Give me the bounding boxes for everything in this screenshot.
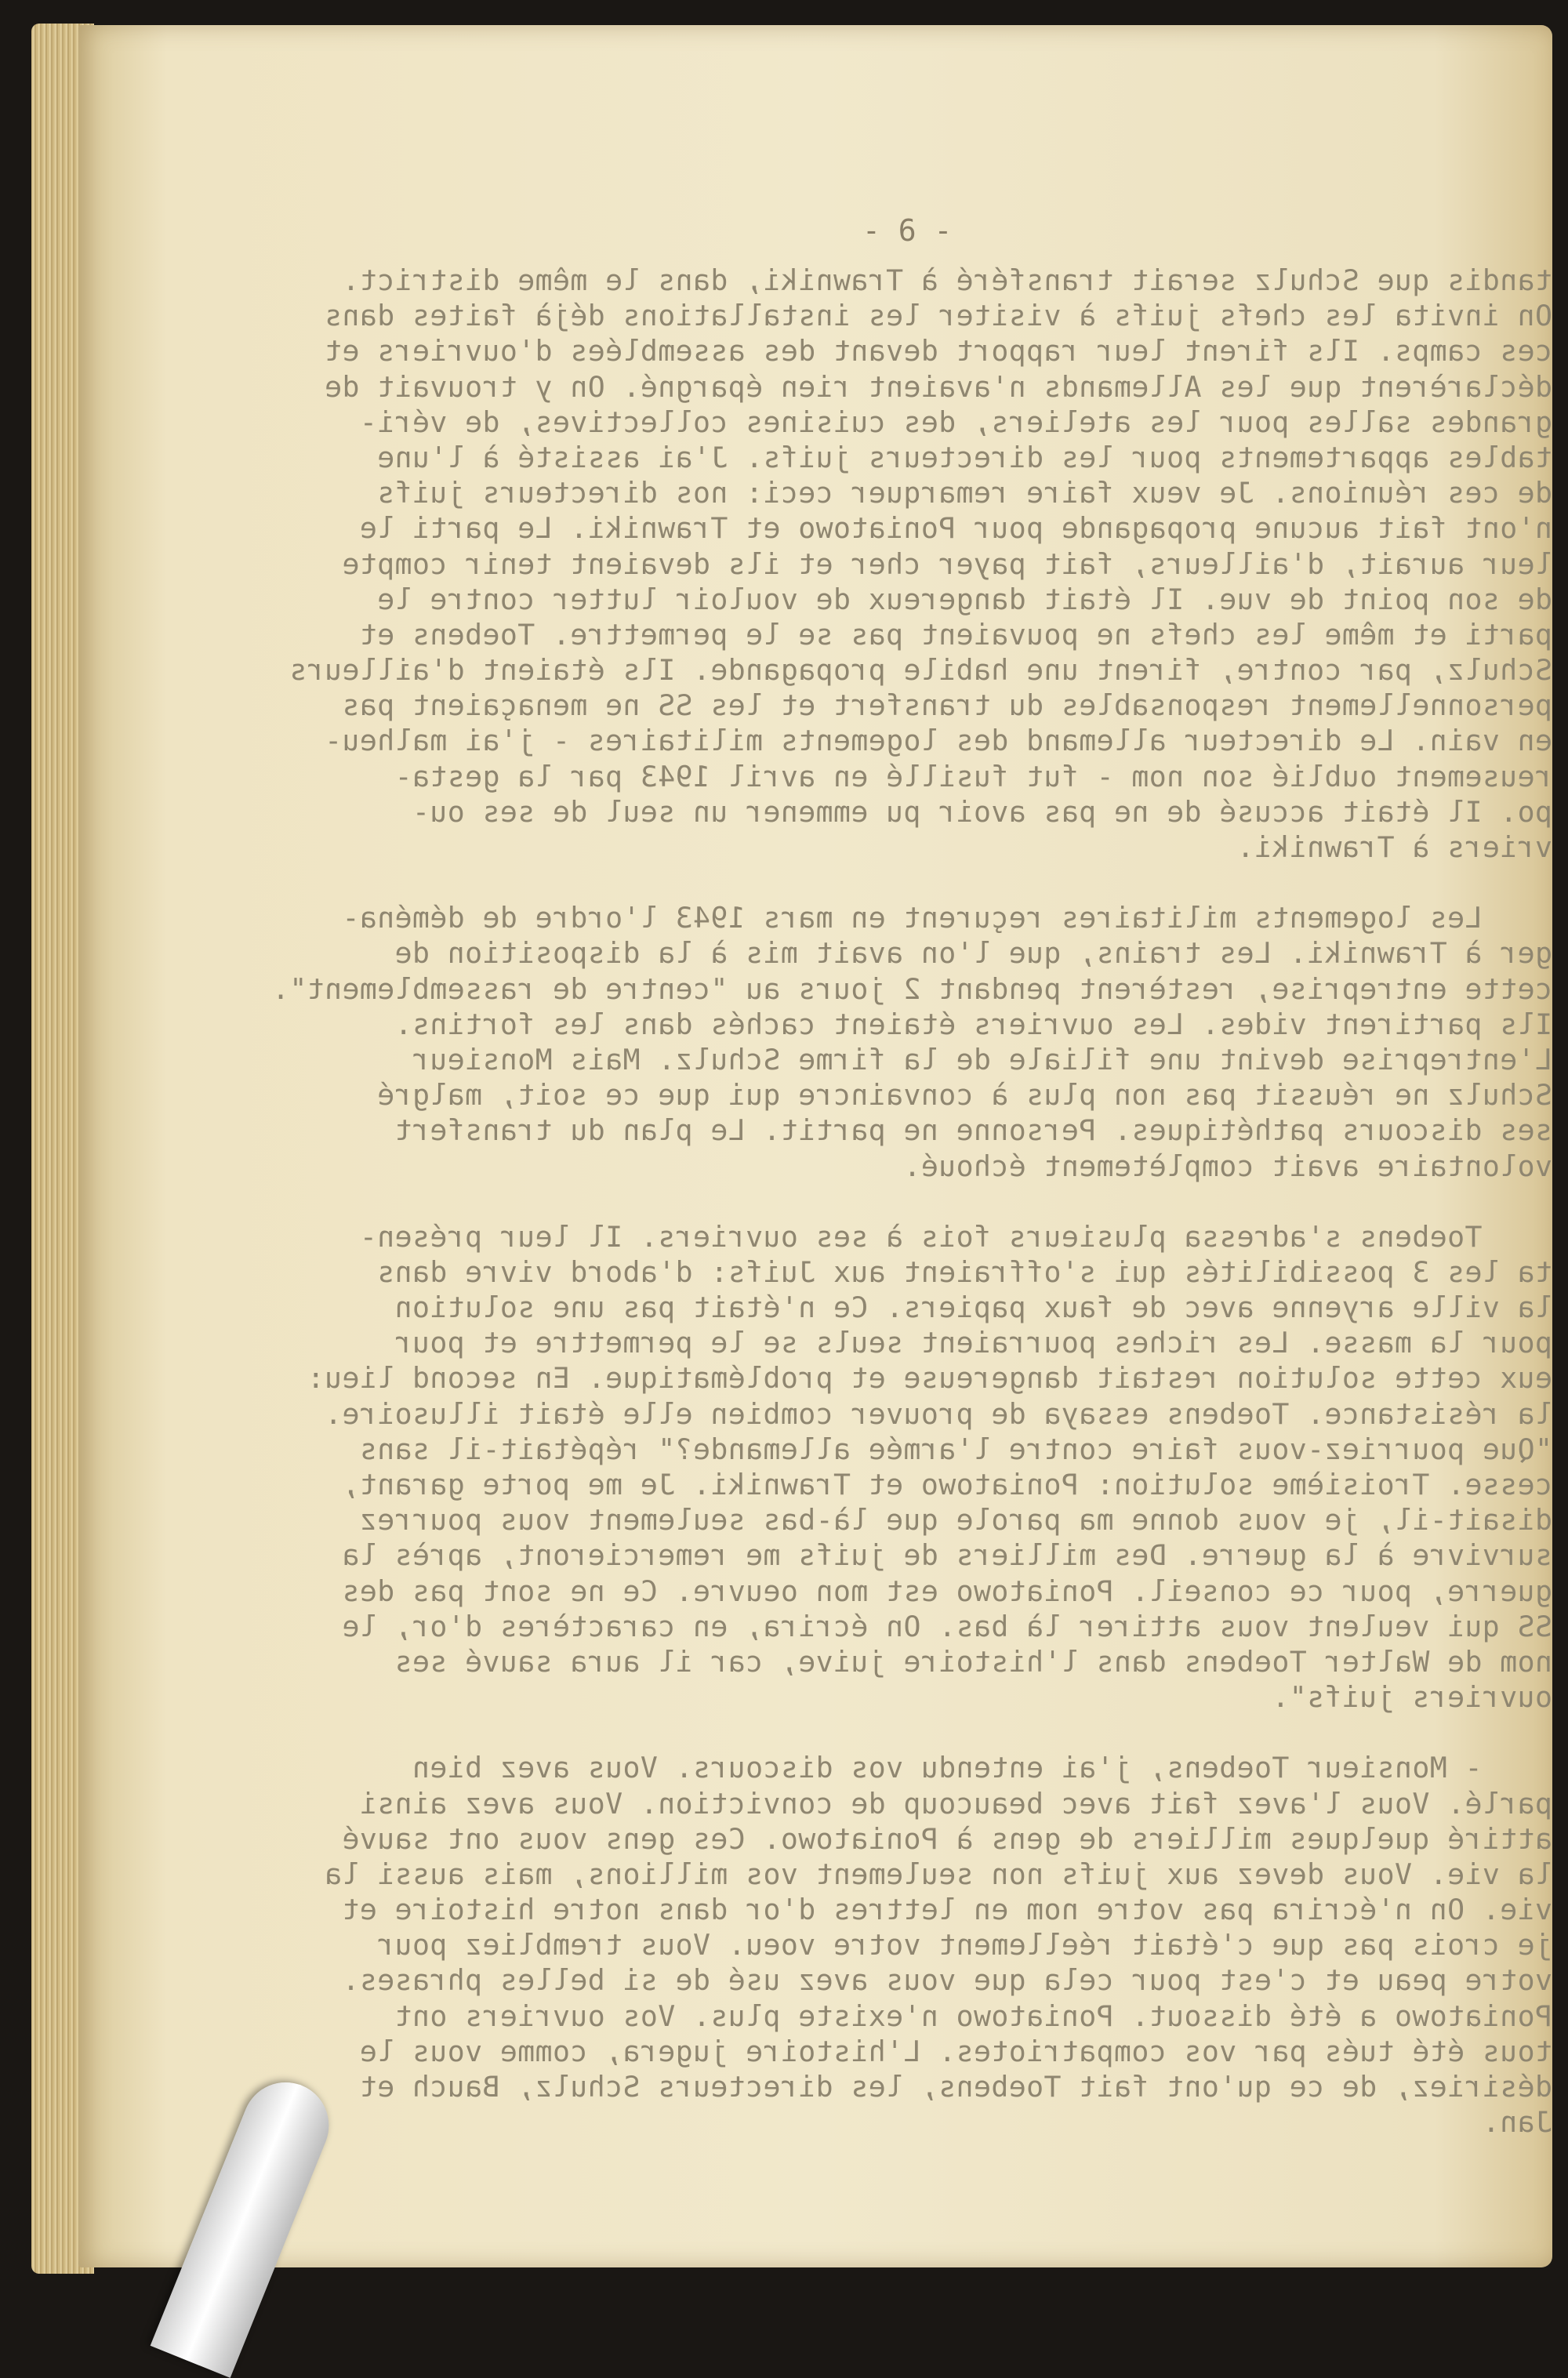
text-line: volontaire avait complètement échoué. — [903, 1149, 1552, 1183]
text-line: guerre, pour ce conseil. Poniatowo est mon oeuvre. Ce ne sont pas des — [342, 1574, 1552, 1608]
text-line: grandes salles pour les ateliers, des cuisines collectives, de véri- — [359, 405, 1552, 439]
paragraph-gap — [196, 1184, 1552, 1219]
text-line: n'ont fait aucune propagande pour Poniatowo et Trawniki. Le parti le — [359, 511, 1552, 546]
text-line: ger à Trawniki. Les trains, que l'on avait mis à la disposition de — [394, 936, 1552, 971]
text-line: tables appartements pour les directeurs juifs. J'ai assisté à l'une — [376, 440, 1552, 474]
text-line: Schulz ne réussit pas non plus à convaincre qui que ce soit, malgré — [376, 1078, 1552, 1113]
text-line: tandis que Schulz serait transféré à Trawniki, dans le même district. — [342, 263, 1552, 297]
text-line: Poniatowo a été dissout. Poniatowo n'existe plus. Vos ouvriers ont — [394, 1999, 1552, 2033]
text-line: nom de Walter Toebens dans l'histoire juive, car il aura sauvé ses — [394, 1644, 1552, 1679]
text-line: leur aurait, d'ailleurs, fait payer cher et ils devaient tenir compte — [342, 546, 1552, 581]
text-line: votre peau et c'est pour cela que vous avez usé de si belles phrases. — [342, 1963, 1552, 1998]
text-line: attiré quelques milliers de gens à Poniatowo. Ces gens vous ont sauvé — [342, 1821, 1552, 1856]
paragraph-gap — [196, 1715, 1552, 1750]
page-number: - 6 - — [862, 213, 953, 248]
text-line: ses discours pathétiques. Personne ne partit. Le plan du transfert — [394, 1113, 1552, 1148]
text-line: de son point de vue. Il était dangereux de vouloir lutter contre le — [376, 582, 1552, 616]
text-line: pour la masse. Les riches pourraient seuls se le permettre et pour — [394, 1326, 1552, 1360]
text-line: L'entreprise devint une filiale de la firme Schulz. Mais Monsieur — [412, 1042, 1552, 1076]
text-line: "Que pourriez-vous faire contre l'armée allemande?" répétait-il sans — [359, 1432, 1552, 1466]
text-line: ces camps. Ils firent leur rapport devant des assemblées d'ouvriers et — [324, 334, 1552, 368]
text-line: déclarèrent que les Allemands n'avaient rien épargné. On y trouvait de — [324, 369, 1552, 404]
text-line: la résistance. Toebens essaya de prouver combien elle était illusoire. — [324, 1396, 1552, 1431]
paragraph — [196, 900, 1552, 1184]
text-line: reusement oublié son nom - fut fusillé en avril 1943 par la gesta- — [394, 759, 1552, 793]
text-line: personnellement responsables du transfert et les SS ne menaçaient pas — [342, 688, 1552, 723]
bleed-through-text — [196, 263, 1552, 2140]
text-line: ouvriers juifs". — [1272, 1680, 1552, 1715]
text-line: parti et même les chefs ne pouvaient pas se le permettre. Toebens et — [359, 617, 1552, 652]
paragraph-gap — [196, 865, 1552, 900]
text-line: désiriez, de ce qu'ont fait Toebens, les directeurs Schulz, Bauch et — [359, 2070, 1552, 2104]
text-line: SS qui veulent vous attirer là bas. On écrira, en caractères d'or, le — [342, 1609, 1552, 1643]
text-line: la vie. Vous devez aux juifs non seulement vos millions, mais aussi la — [324, 1857, 1552, 1891]
text-line: cette entreprise, restèrent pendant 2 jours au "centre de rassemblement". — [271, 971, 1552, 1006]
text-line: On invita les chefs juifs à visiter les installations déjà faites dans — [324, 299, 1552, 333]
text-line: de ces réunions. Je veux faire remarquer ceci: nos directeurs juifs — [376, 476, 1552, 510]
text-line: po. Il était accusé de ne pas avoir pu emmener un seul de ses ou- — [412, 794, 1552, 829]
text-line: - Monsieur Toebens, j'ai entendu vos discours. Vous avez bien — [412, 1751, 1552, 1785]
paragraph — [196, 1219, 1552, 1715]
text-line: ta les 3 possibilités qui s'offraient aux Juifs: d'abord vivre dans — [376, 1254, 1552, 1289]
text-line: tous été tués par vos compatriotes. L'histoire jugera, comme vous le — [359, 2034, 1552, 2068]
text-line: cesse. Troisième solution: Poniatowo et Trawniki. Je me porte garant, — [342, 1468, 1552, 1501]
text-line: eux cette solution restait dangereuse et problématique. En second lieu: — [307, 1361, 1552, 1396]
text-line: Jan. — [1482, 2105, 1552, 2140]
text-line: je crois pas que c'était réellement votre voeu. Vous trembliez pour — [376, 1928, 1552, 1962]
text-line: en vain. Le directeur allemand des logements militaires - j'ai malheu- — [324, 724, 1552, 758]
text-line: vie. On n'écrira pas votre nom en lettres d'or dans notre histoire et — [342, 1893, 1552, 1927]
text-line: parlé. Vous l'avez fait avec beaucoup de conviction. Vous avez ainsi — [359, 1786, 1552, 1821]
paragraph — [196, 1750, 1552, 2140]
text-line: Schulz, par contre, firent une habile propagande. Ils étaient d'ailleurs — [289, 653, 1552, 688]
text-line: vriers à Trawniki. — [1236, 830, 1552, 864]
text-line: la ville aryenne avec de faux papiers. Ce n'était pas une solution — [394, 1291, 1552, 1325]
text-line: Les logements militaires reçurent en mars 1943 l'ordre de déména- — [342, 901, 1552, 935]
paragraph — [196, 263, 1552, 865]
text-line: Toebens s'adressa plusieurs fois à ses ouvriers. Il leur présen- — [359, 1219, 1552, 1254]
text-line: survivre à la guerre. Des milliers de juifs me remercieront, après la — [342, 1538, 1552, 1573]
text-line: disait-il, je vous donne ma parole que là-bas seulement vous pourrez — [359, 1503, 1552, 1538]
text-line: Ils partirent vides. Les ouvriers étaient cachés dans les fortins. — [394, 1007, 1552, 1041]
